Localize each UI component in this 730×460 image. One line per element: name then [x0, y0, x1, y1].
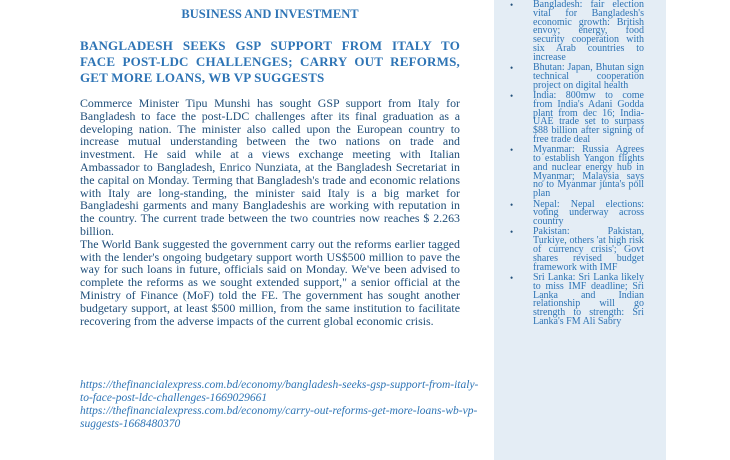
article-headline: BANGLADESH SEEKS GSP SUPPORT FROM ITALY TO FACE POST-LDC CHALLENGES; CARRY OUT REFORMS, GET MORE LOANS, WB VP SUGGESTS	[80, 38, 460, 85]
news-item: • Nepal: Nepal elections: voting underway across country	[510, 198, 644, 228]
bullet-icon: •	[510, 227, 514, 238]
news-item: • Myanmar: Russia Agrees to establish Yangon flights and nuclear energy hub in Myanmar; Malaysia says no to Myanmar junta's poll plan	[510, 144, 644, 200]
source-links	[80, 379, 480, 431]
section-title: BUSINESS AND INVESTMENT	[181, 7, 359, 21]
news-sidebar	[494, 0, 666, 460]
source-link[interactable]: https://thefinancialexpress.com.bd/economy/bangladesh-seeks-gsp-support-from-italy-to-face-post-ldc-challenges-1669029661	[80, 379, 479, 404]
bullet-icon: •	[510, 90, 514, 101]
news-item: • Bangladesh: fair election vital for Bangladesh's economic growth: British envoy; energy, food security cooperation with six Arab countries to increase	[510, 0, 644, 63]
news-list	[494, 1, 666, 328]
article-body	[80, 97, 460, 327]
bullet-icon: •	[510, 63, 514, 74]
bullet-icon: •	[510, 0, 514, 10]
news-item: • Bhutan: Japan, Bhutan sign technical cooperation project on digital health	[510, 62, 644, 91]
news-item: • India: 800mw to come from India's Adani Godda plant from dec 16; India-UAE trade set to surpass $88 billion after signing of free trade deal	[510, 89, 644, 145]
bullet-icon: •	[510, 199, 514, 210]
bullet-icon: •	[510, 272, 514, 283]
source-link[interactable]: https://thefinancialexpress.com.bd/economy/carry-out-reforms-get-more-loans-wb-vp-suggests-1668480370	[80, 405, 478, 430]
article-paragraph: Commerce Minister Tipu Munshi has sought GSP support from Italy for Bangladesh to face the post-LDC challenges after its final graduation as a developing nation. The minister also called upon the European country to increase mutual understanding between the two nations on trade and investment. He said while at a views exchange meeting with Italian Ambassador to Bangladesh, Enrico Nunziata, at the Bangladesh Secretariat in the capital on Monday. Terming that Bangladesh's trade and economic relations with Italy are long-standing, the minister said Italy is a big market for Bangladeshi garments and many Bangladeshis are working with reputation in the country. The current trade between the two countries now reaches $ 2.263 billion.	[80, 96, 460, 238]
bullet-icon: •	[510, 145, 514, 156]
news-item: • Pakistan: Pakistan, Turkiye, others 'at high risk of currency crisis'; Govt shares revised budget framework with IMF	[510, 226, 644, 273]
article-paragraph: The World Bank suggested the government carry out the reforms earlier tagged with the lender's ongoing budgetary support worth US$500 million to pave the way for such loans in future, officials said on Monday. We've been advised to complete the reforms as we sought extended support," a senior official at the Ministry of Finance (MoF) told the FE. The government has sought another budgetary support, at least $500 million, from the same institution to facilitate recovering from the adverse impacts of the current global economic crisis.	[80, 236, 460, 328]
news-item: • Sri Lanka: Sri Lanka likely to miss IMF deadline; Sri Lanka and Indian relationship will go strength to strength: Sri Lanka's FM Ali Sabry	[510, 271, 644, 327]
